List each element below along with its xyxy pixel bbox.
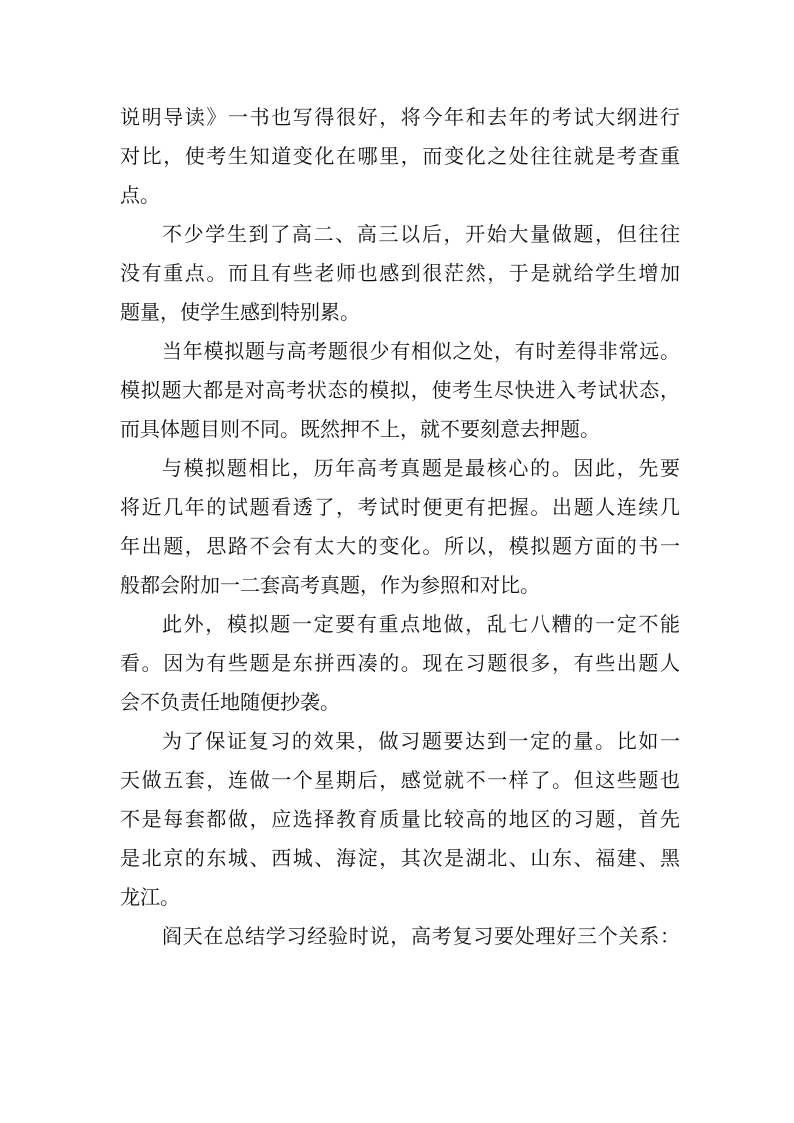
text-line: 看。因为有些题是东拼西凑的。现在习题很多，有些出题人 [120, 651, 680, 675]
text-line: 是北京的东城、西城、海淀，其次是湖北、山东、福建、黑 [120, 846, 680, 870]
paragraph [120, 98, 680, 215]
text-line: 将近几年的试题看透了，考试时便更有把握。出题人连续几 [120, 495, 680, 519]
text-line: 会不负责任地随便抄袭。 [120, 690, 340, 714]
text-line: 阎天在总结学习经验时说，高考复习要处理好三个关系： [162, 924, 680, 948]
text-line: 对比，使考生知道变化在哪里，而变化之处往往就是考查重 [120, 144, 680, 168]
paragraph [120, 605, 680, 722]
text-line: 点。 [120, 183, 160, 207]
text-line: 年出题，思路不会有太大的变化。所以，模拟题方面的书一 [120, 534, 680, 558]
paragraph [120, 917, 680, 956]
text-line: 而具体题目则不同。既然押不上，就不要刻意去押题。 [120, 417, 600, 441]
text-line: 不是每套都做，应选择教育质量比较高的地区的习题，首先 [120, 807, 680, 831]
text-line: 天做五套，连做一个星期后，感觉就不一样了。但这些题也 [120, 768, 680, 792]
text-line: 模拟题大都是对高考状态的模拟，使考生尽快进入考试状态， [120, 378, 680, 402]
text-line: 说明导读》一书也写得很好，将今年和去年的考试大纲进行 [120, 105, 680, 129]
text-line: 题量，使学生感到特别累。 [120, 300, 360, 324]
text-line: 为了保证复习的效果，做习题要达到一定的量。比如一 [162, 729, 680, 753]
paragraph [120, 215, 680, 332]
text-line: 不少学生到了高二、高三以后，开始大量做题，但往往 [162, 222, 680, 246]
text-line: 与模拟题相比，历年高考真题是最核心的。因此，先要 [162, 456, 680, 480]
text-line: 没有重点。而且有些老师也感到很茫然，于是就给学生增加 [120, 261, 680, 285]
text-line: 般都会附加一二套高考真题，作为参照和对比。 [120, 573, 540, 597]
paragraph [120, 449, 680, 605]
paragraph [120, 722, 680, 917]
body-text [120, 98, 680, 956]
text-line: 此外，模拟题一定要有重点地做，乱七八糟的一定不能 [162, 612, 680, 636]
paragraph [120, 332, 680, 449]
text-line: 龙江。 [120, 885, 180, 909]
text-line: 当年模拟题与高考题很少有相似之处，有时差得非常远。 [162, 339, 680, 363]
